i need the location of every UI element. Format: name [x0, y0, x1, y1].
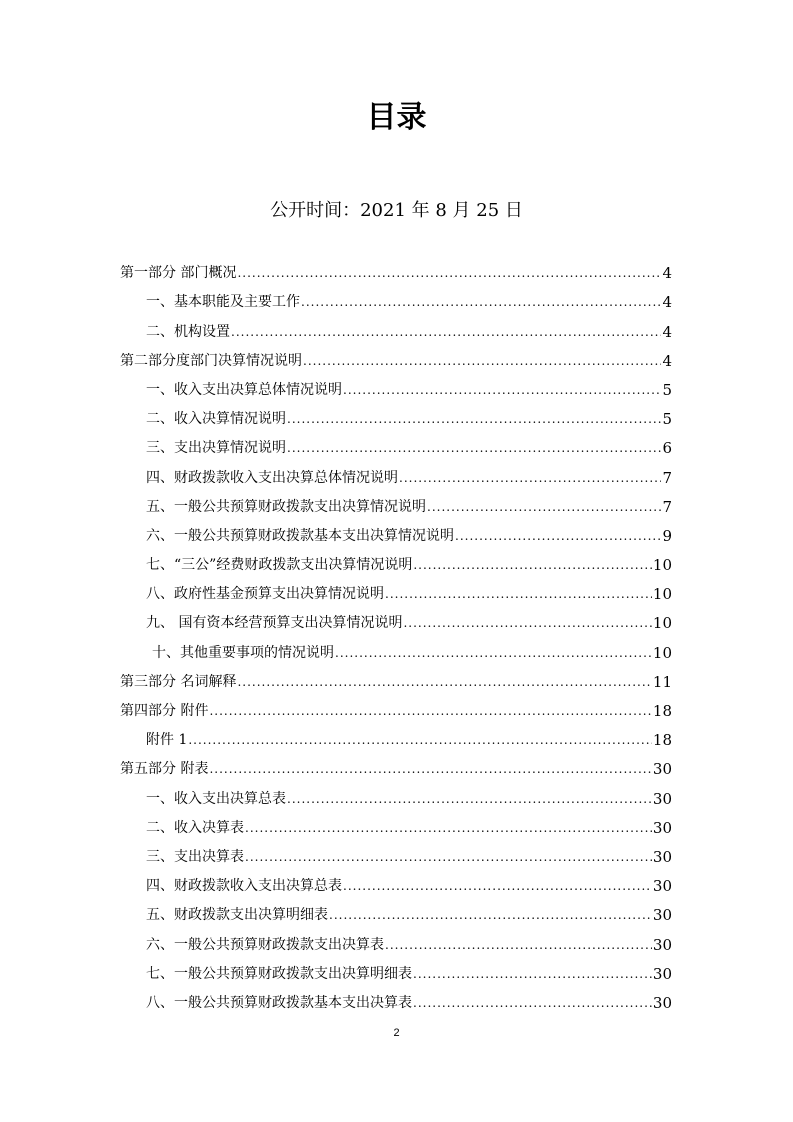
toc-entry[interactable] — [120, 691, 672, 720]
toc-entry-page: 6 — [662, 439, 672, 458]
toc-entry[interactable] — [120, 516, 672, 545]
toc-entry[interactable] — [120, 399, 672, 428]
toc-entry[interactable] — [120, 603, 672, 632]
toc-entry[interactable] — [120, 954, 672, 983]
toc-entry-label: 七、“三公”经费财政拨款支出决算情况说明 — [146, 557, 413, 574]
toc-entry-page: 30 — [652, 993, 672, 1012]
toc-entry-page: 30 — [652, 760, 672, 779]
toc-dot-leader — [343, 880, 652, 895]
toc-entry-page: 10 — [652, 585, 672, 604]
toc-entry-label: 四、财政拨款收入支出决算总表 — [146, 878, 342, 895]
toc-entry-page: 7 — [662, 468, 672, 487]
toc-entry[interactable] — [120, 778, 672, 807]
toc-entry-page: 5 — [662, 410, 672, 429]
toc-entry-label: 三、支出决算表 — [146, 848, 244, 865]
toc-entry-label: 六、一般公共预算财政拨款基本支出决算情况说明 — [146, 527, 454, 544]
toc-dot-leader — [413, 559, 652, 574]
toc-entry-label: 四、财政拨款收入支出决算总体情况说明 — [146, 469, 398, 486]
toc-dot-leader — [303, 355, 661, 370]
toc-entry[interactable] — [120, 282, 672, 311]
publish-date: 公开时间：2021 年 8 月 25 日 — [270, 200, 523, 221]
toc-entry-label: 七、一般公共预算财政拨款支出决算明细表 — [146, 965, 412, 982]
toc-entry-page: 4 — [662, 293, 672, 312]
toc-entry-page: 30 — [652, 818, 672, 837]
toc-entry-page: 10 — [652, 614, 672, 633]
toc-entry[interactable] — [120, 574, 672, 603]
toc-entry-label: 一、收入支出决算总体情况说明 — [146, 381, 342, 398]
toc-entry[interactable] — [120, 895, 672, 924]
toc-entry-label: 十、其他重要事项的情况说明 — [152, 644, 334, 661]
toc-dot-leader — [245, 851, 652, 866]
toc-dot-leader — [329, 909, 652, 924]
toc-entry-page: 4 — [662, 322, 672, 341]
toc-dot-leader — [209, 763, 651, 778]
toc-dot-leader — [287, 793, 652, 808]
toc-entry[interactable] — [120, 457, 672, 486]
toc-entry[interactable] — [120, 808, 672, 837]
toc-entry[interactable] — [120, 749, 672, 778]
toc-dot-leader — [231, 326, 661, 341]
toc-entry[interactable] — [120, 662, 672, 691]
toc-entry[interactable] — [120, 632, 672, 661]
toc-entry[interactable] — [120, 866, 672, 895]
toc-entry-page: 30 — [652, 847, 672, 866]
toc-entry-page: 11 — [652, 672, 672, 691]
toc-entry-page: 30 — [652, 877, 672, 896]
toc-dot-leader — [237, 267, 661, 282]
toc-entry[interactable] — [120, 837, 672, 866]
toc-entry-label: 第一部分 部门概况 — [120, 265, 237, 282]
toc-dot-leader — [413, 968, 652, 983]
toc-entry-label: 五、一般公共预算财政拨款支出决算情况说明 — [146, 498, 426, 515]
toc-entry[interactable] — [120, 720, 672, 749]
toc-entry[interactable] — [120, 311, 672, 340]
toc-entry-page: 30 — [652, 964, 672, 983]
toc-dot-leader — [385, 939, 652, 954]
toc-entry-label: 八、政府性基金预算支出决算情况说明 — [146, 586, 384, 603]
toc-entry-label: 八、一般公共预算财政拨款基本支出决算表 — [146, 994, 412, 1011]
toc-entry-label: 第二部分度部门决算情况说明 — [120, 352, 302, 369]
toc-entry-page: 30 — [652, 906, 672, 925]
toc-entry-label: 三、支出决算情况说明 — [146, 440, 286, 457]
toc-dot-leader — [403, 617, 651, 632]
toc-entry-page: 7 — [662, 497, 672, 516]
toc-entry[interactable] — [120, 924, 672, 953]
toc-entry[interactable] — [120, 370, 672, 399]
toc-dot-leader — [335, 647, 652, 662]
toc-entry-label: 附件 1 — [146, 732, 188, 749]
toc-entry-label: 九、 国有资本经营预算支出决算情况说明 — [146, 615, 403, 632]
toc-entry-page: 4 — [662, 351, 672, 370]
toc-entry-label: 六、一般公共预算财政拨款支出决算表 — [146, 936, 384, 953]
toc-entry-page: 18 — [652, 702, 672, 720]
toc-dot-leader — [287, 442, 661, 457]
toc-dot-leader — [399, 472, 661, 487]
toc-entry-page: 30 — [652, 789, 672, 808]
toc-entry-page: 18 — [652, 731, 672, 750]
toc-dot-leader — [245, 822, 652, 837]
toc-entry-label: 第四部分 附件 — [120, 703, 209, 719]
toc-dot-leader — [209, 705, 651, 720]
table-of-contents — [120, 253, 672, 1012]
toc-entry-page: 5 — [662, 380, 672, 399]
toc-entry-page: 9 — [662, 526, 672, 545]
toc-dot-leader — [188, 734, 652, 749]
toc-entry-page: 10 — [652, 643, 672, 662]
toc-entry-page: 10 — [652, 556, 672, 575]
page-title: 目录 — [366, 100, 427, 135]
toc-dot-leader — [343, 384, 661, 399]
toc-entry-page: 4 — [662, 264, 672, 283]
toc-entry-label: 二、收入决算情况说明 — [146, 411, 286, 428]
toc-entry-label: 二、收入决算表 — [146, 819, 244, 836]
toc-entry-label: 一、基本职能及主要工作 — [146, 294, 300, 311]
toc-entry[interactable] — [120, 545, 672, 574]
toc-entry[interactable] — [120, 487, 672, 516]
toc-dot-leader — [237, 676, 651, 691]
toc-dot-leader — [287, 413, 661, 428]
toc-entry-page: 30 — [652, 935, 672, 954]
toc-entry-label: 二、机构设置 — [146, 323, 230, 340]
toc-dot-leader — [427, 501, 661, 516]
toc-entry[interactable] — [120, 983, 672, 1012]
page-number: 2 — [393, 1027, 400, 1039]
toc-dot-leader — [385, 588, 652, 603]
toc-entry-label: 五、财政拨款支出决算明细表 — [146, 907, 328, 924]
toc-entry-label: 第五部分 附表 — [120, 761, 209, 778]
toc-dot-leader — [455, 530, 661, 545]
toc-dot-leader — [413, 997, 652, 1012]
toc-entry-label: 一、收入支出决算总表 — [146, 790, 286, 807]
toc-entry-label: 第三部分 名词解释 — [120, 673, 237, 690]
toc-dot-leader — [301, 296, 661, 311]
toc-entry[interactable] — [120, 253, 672, 282]
toc-entry[interactable] — [120, 428, 672, 457]
toc-entry[interactable] — [120, 341, 672, 370]
